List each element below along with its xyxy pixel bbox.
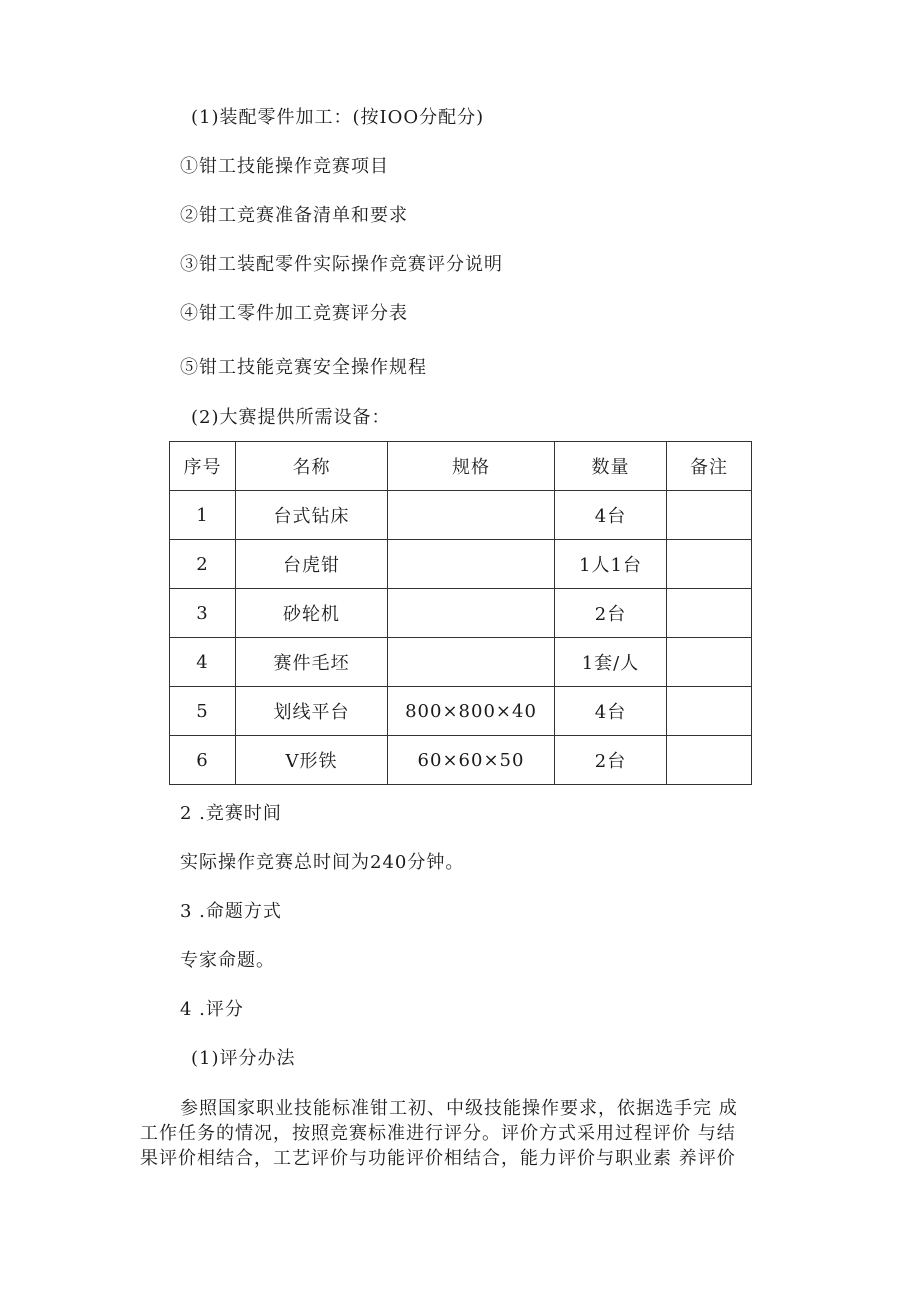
list-item: ②钳工竞赛准备清单和要求 [180,205,408,226]
table-cell: 砂轮机 [236,589,388,638]
table-cell [667,589,752,638]
header-cell: 规格 [388,442,555,491]
table-cell [388,540,555,589]
scoring-subheading: (1)评分办法 [191,1048,296,1069]
table-row [170,687,752,736]
table-cell: 划线平台 [236,687,388,736]
table-cell [667,638,752,687]
table-cell: 4台 [555,491,667,540]
scoring-heading: 4 .评分 [180,999,244,1020]
table-row [170,736,752,785]
section1-heading: (1)装配零件加工：(按IOO分配分) [191,107,485,128]
list-item: ①钳工技能操作竞赛项目 [180,156,389,177]
header-cell: 数量 [555,442,667,491]
paragraph-line: 工作任务的情况，按照竞赛标准进行评分。评价方式采用过程评价 与结 [140,1123,736,1144]
equipment-table [169,441,752,785]
table-cell: V形铁 [236,736,388,785]
list-item: ④钳工零件加工竞赛评分表 [180,303,408,324]
competition-time-text: 实际操作竞赛总时间为240分钟。 [180,852,465,873]
scoring-paragraph [140,1096,780,1171]
table-row [170,589,752,638]
table-cell: 台虎钳 [236,540,388,589]
competition-time-heading: 2 .竞赛时间 [180,803,282,824]
table-row [170,491,752,540]
table-cell: 2台 [555,736,667,785]
table-cell: 台式钻床 [236,491,388,540]
table-row [170,638,752,687]
table-cell: 4 [170,638,236,687]
table-cell [667,687,752,736]
section2-heading: (2)大赛提供所需设备： [191,407,391,428]
table-header-row [170,442,752,491]
table-cell: 800×800×40 [388,687,555,736]
table-cell: 6 [170,736,236,785]
header-cell: 序号 [170,442,236,491]
table-cell [667,736,752,785]
table-cell: 4台 [555,687,667,736]
table-row [170,540,752,589]
table-cell [667,491,752,540]
table-cell: 60×60×50 [388,736,555,785]
list-item: ③钳工装配零件实际操作竞赛评分说明 [180,254,503,275]
header-cell: 名称 [236,442,388,491]
table-cell [388,589,555,638]
table-cell [667,540,752,589]
table-cell: 1人1台 [555,540,667,589]
table-cell [388,491,555,540]
proposition-heading: 3 .命题方式 [180,901,282,922]
paragraph-line: 参照国家职业技能标准钳工初、中级技能操作要求，依据选手完 成 [180,1098,738,1119]
paragraph-line: 果评价相结合，工艺评价与功能评价相结合，能力评价与职业素 养评价 [140,1148,736,1169]
table-cell: 赛件毛坯 [236,638,388,687]
table-cell: 3 [170,589,236,638]
proposition-text: 专家命题。 [180,950,275,971]
list-item: ⑤钳工技能竞赛安全操作规程 [180,357,427,378]
table-cell: 5 [170,687,236,736]
table-cell: 1 [170,491,236,540]
table-cell: 2台 [555,589,667,638]
table-cell: 2 [170,540,236,589]
table-cell: 1套/人 [555,638,667,687]
table-cell [388,638,555,687]
header-cell: 备注 [667,442,752,491]
